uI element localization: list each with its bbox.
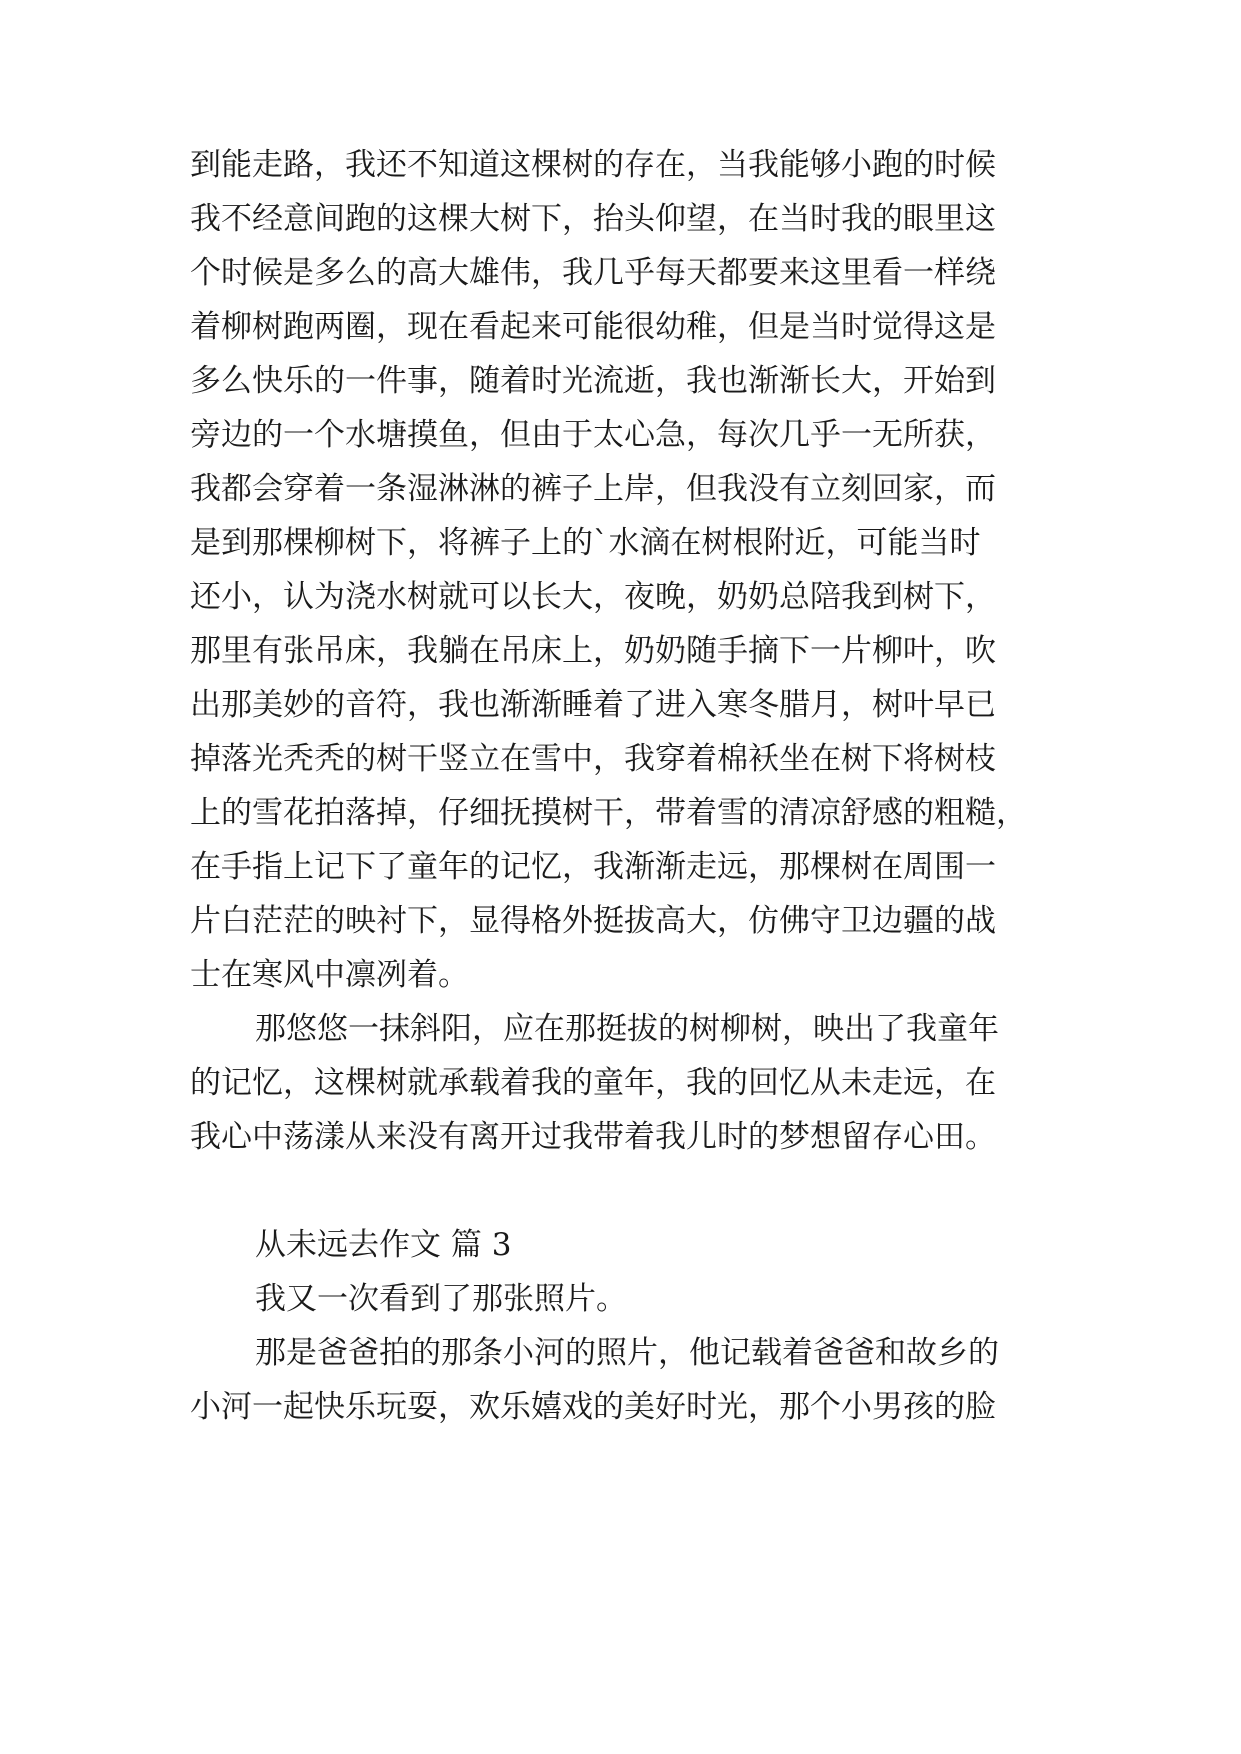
text-line: 还小，认为浇水树就可以长大，夜晚，奶奶总陪我到树下， xyxy=(190,579,996,615)
text-line: 我又一次看到了那张照片。 xyxy=(255,1281,627,1317)
text-line: 掉落光秃秃的树干竖立在雪中，我穿着棉袄坐在树下将树枝 xyxy=(190,741,996,777)
text-line: 上的雪花拍落掉，仔细抚摸树干，带着雪的清凉舒感的粗糙， xyxy=(190,795,1027,831)
text-line: 那是爸爸拍的那条小河的照片，他记载着爸爸和故乡的 xyxy=(255,1335,999,1371)
text-line: 小河一起快乐玩耍，欢乐嬉戏的美好时光，那个小男孩的脸 xyxy=(190,1389,996,1425)
text-line: 个时候是多么的高大雄伟，我几乎每天都要来这里看一样绕 xyxy=(190,255,996,291)
section-heading: 从未远去作文 篇 3 xyxy=(255,1227,512,1263)
text-line: 到能走路，我还不知道这棵树的存在，当我能够小跑的时候 xyxy=(190,147,996,183)
text-line: 那悠悠一抹斜阳，应在那挺拔的树柳树，映出了我童年 xyxy=(255,1011,999,1047)
text-line: 多么快乐的一件事，随着时光流逝，我也渐渐长大，开始到 xyxy=(190,363,996,399)
text-line: 我不经意间跑的这棵大树下，抬头仰望，在当时我的眼里这 xyxy=(190,201,996,237)
text-line: 在手指上记下了童年的记忆，我渐渐走远，那棵树在周围一 xyxy=(190,849,996,885)
text-line: 旁边的一个水塘摸鱼，但由于太心急，每次几乎一无所获， xyxy=(190,417,996,453)
text-line: 那里有张吊床，我躺在吊床上，奶奶随手摘下一片柳叶，吹 xyxy=(190,633,996,669)
text-line: 片白茫茫的映衬下，显得格外挺拔高大，仿佛守卫边疆的战 xyxy=(190,903,996,939)
text-line: 士在寒风中凛冽着。 xyxy=(190,957,469,993)
text-line: 的记忆，这棵树就承载着我的童年，我的回忆从未走远，在 xyxy=(190,1065,996,1101)
text-line: 着柳树跑两圈，现在看起来可能很幼稚，但是当时觉得这是 xyxy=(190,309,996,345)
text-line: 我都会穿着一条湿淋淋的裤子上岸，但我没有立刻回家，而 xyxy=(190,471,996,507)
text-line: 出那美妙的音符，我也渐渐睡着了进入寒冬腊月，树叶早已 xyxy=(190,687,996,723)
text-line: 我心中荡漾从来没有离开过我带着我儿时的梦想留存心田。 xyxy=(190,1119,996,1155)
text-line: 是到那棵柳树下，将裤子上的`水滴在树根附近，可能当时 xyxy=(190,525,981,561)
